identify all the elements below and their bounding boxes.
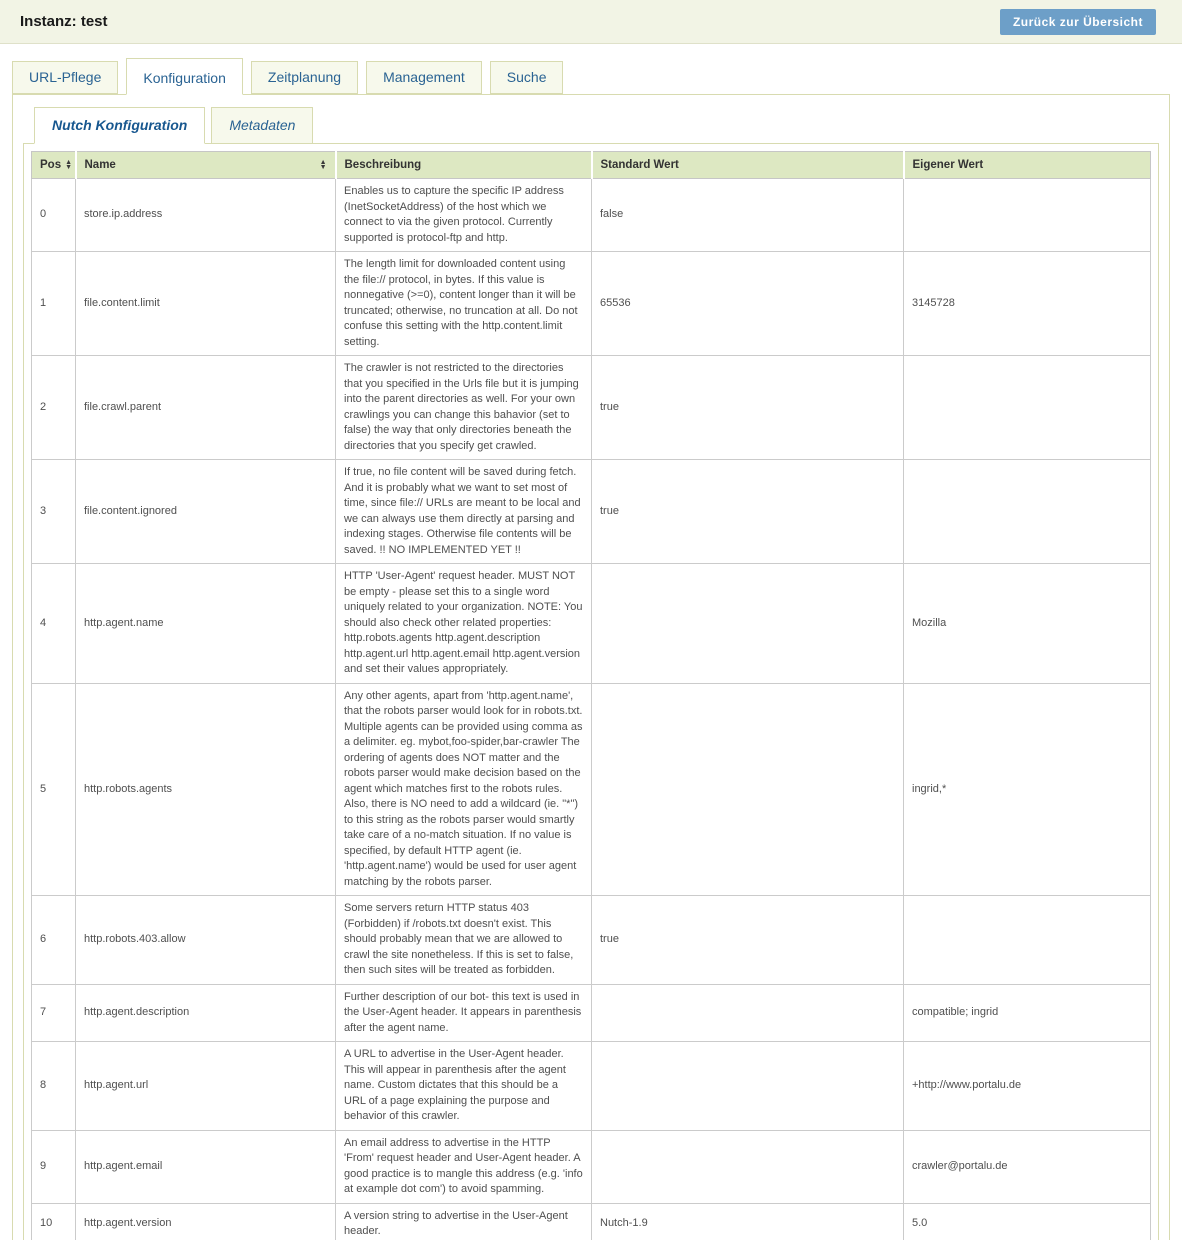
cell-property-name: http.robots.agents — [76, 683, 336, 896]
tab-konfiguration[interactable]: Konfiguration — [126, 58, 243, 95]
cell-pos: 1 — [32, 252, 76, 356]
sort-icon[interactable]: ▲ ▼ — [319, 159, 327, 171]
config-table-row — [32, 1130, 1151, 1203]
cell-description: A URL to advertise in the User-Agent header. This will appear in parenthesis after the agent name. Custom dictates that this should be a URL of a page explaining the purpose and behavior of this crawler. — [336, 1042, 592, 1131]
cell-property-name: http.agent.description — [76, 984, 336, 1042]
cell-pos: 9 — [32, 1130, 76, 1203]
cell-standard-wert: Nutch-1.9 — [592, 1203, 904, 1240]
config-table-body — [32, 179, 1151, 1240]
tab-management[interactable]: Management — [366, 61, 482, 94]
sort-icon[interactable]: ▲ ▼ — [65, 159, 73, 171]
config-table-row — [32, 564, 1151, 684]
config-table-row — [32, 896, 1151, 985]
cell-eigener-wert — [904, 179, 1151, 252]
cell-property-name: http.agent.version — [76, 1203, 336, 1240]
cell-pos: 8 — [32, 1042, 76, 1131]
main-tab-bar — [12, 58, 1170, 94]
konfiguration-panel — [12, 94, 1170, 1240]
cell-description: A version string to advertise in the User-Agent header. — [336, 1203, 592, 1240]
back-to-overview-button[interactable]: Zurück zur Übersicht — [1000, 9, 1156, 35]
cell-eigener-wert: compatible; ingrid — [904, 984, 1151, 1042]
cell-property-name: http.agent.email — [76, 1130, 336, 1203]
subtab-metadaten[interactable]: Metadaten — [211, 107, 313, 144]
cell-property-name: file.content.ignored — [76, 460, 336, 564]
cell-eigener-wert — [904, 460, 1151, 564]
cell-pos: 10 — [32, 1203, 76, 1240]
tab-url-pflege[interactable]: URL-Pflege — [12, 61, 118, 94]
cell-pos: 2 — [32, 356, 76, 460]
config-subtab-bar — [34, 107, 1159, 144]
cell-pos: 0 — [32, 179, 76, 252]
cell-pos: 4 — [32, 564, 76, 684]
tab-zeitplanung[interactable]: Zeitplanung — [251, 61, 358, 94]
cell-property-name: file.content.limit — [76, 252, 336, 356]
cell-description: Any other agents, apart from 'http.agent.name', that the robots parser would look for in robots.txt. Multiple agents can be provided using comma as a delimiter. eg. mybot,foo-spider,bar-crawler The ordering of agents does NOT matter and the robots parser would make decision based on the agent which matches first to the robots rules. Also, there is NO need to add a wildcard (ie. "*") to this string as the robots parser would smartly take care of a no-match situation. If no value is specified, by default HTTP agent (ie. 'http.agent.name') would be used for user agent matching by the robots parser. — [336, 683, 592, 896]
nutch-konfiguration-panel — [23, 143, 1159, 1240]
config-table-row — [32, 179, 1151, 252]
cell-property-name: store.ip.address — [76, 179, 336, 252]
cell-property-name: file.crawl.parent — [76, 356, 336, 460]
cell-standard-wert — [592, 683, 904, 896]
config-table-row — [32, 683, 1151, 896]
column-header-eigener-wert — [904, 152, 1151, 179]
cell-pos: 7 — [32, 984, 76, 1042]
column-header-standard-wert-label: Standard Wert — [600, 159, 679, 171]
subtab-nutch-konfiguration[interactable]: Nutch Konfiguration — [34, 107, 205, 144]
cell-description: Some servers return HTTP status 403 (Forbidden) if /robots.txt doesn't exist. This should probably mean that we are allowed to crawl the site nonetheless. If this is set to false, then such sites will be treated as forbidden. — [336, 896, 592, 985]
column-header-beschreibung — [336, 152, 592, 179]
page-header — [0, 0, 1182, 44]
cell-property-name: http.agent.url — [76, 1042, 336, 1131]
cell-pos: 3 — [32, 460, 76, 564]
cell-eigener-wert — [904, 356, 1151, 460]
cell-description: Enables us to capture the specific IP address (InetSocketAddress) of the host which we connect to via the given protocol. Currently supported is protocol-ftp and http. — [336, 179, 592, 252]
cell-pos: 6 — [32, 896, 76, 985]
config-table-row — [32, 460, 1151, 564]
cell-standard-wert — [592, 1130, 904, 1203]
cell-description: Further description of our bot- this text is used in the User-Agent header. It appears in parenthesis after the agent name. — [336, 984, 592, 1042]
column-header-standard-wert — [592, 152, 904, 179]
cell-standard-wert: true — [592, 896, 904, 985]
cell-description: The length limit for downloaded content using the file:// protocol, in bytes. If this value is nonnegative (>=0), content longer than it will be truncated; otherwise, no truncation at all. Do not confuse this setting with the http.content.limit setting. — [336, 252, 592, 356]
cell-property-name: http.agent.name — [76, 564, 336, 684]
column-header-name-label: Name — [84, 159, 116, 171]
config-table-row — [32, 1203, 1151, 1240]
cell-eigener-wert: ingrid,* — [904, 683, 1151, 896]
cell-standard-wert — [592, 984, 904, 1042]
cell-eigener-wert: 5.0 — [904, 1203, 1151, 1240]
cell-pos: 5 — [32, 683, 76, 896]
column-header-name[interactable] — [76, 152, 336, 179]
tab-suche[interactable]: Suche — [490, 61, 564, 94]
cell-standard-wert: true — [592, 460, 904, 564]
cell-eigener-wert — [904, 896, 1151, 985]
column-header-beschreibung-label: Beschreibung — [344, 159, 422, 171]
cell-eigener-wert: crawler@portalu.de — [904, 1130, 1151, 1203]
cell-description: HTTP 'User-Agent' request header. MUST NOT be empty - please set this to a single word uniquely related to your organization. NOTE: You should also check other related properties: http.robots.agents http.agent.description http.agent.url http.agent.email http.agent.version and set their values appropriately. — [336, 564, 592, 684]
cell-description: If true, no file content will be saved during fetch. And it is probably what we want to set most of time, since file:// URLs are meant to be local and we can always use them directly at parsing and indexing stages. Otherwise file contents will be saved. !! NO IMPLEMENTED YET !! — [336, 460, 592, 564]
config-table-row — [32, 356, 1151, 460]
config-table-row — [32, 252, 1151, 356]
cell-standard-wert — [592, 1042, 904, 1131]
cell-eigener-wert: +http://www.portalu.de — [904, 1042, 1151, 1131]
cell-standard-wert — [592, 564, 904, 684]
cell-description: The crawler is not restricted to the directories that you specified in the Urls file but it is jumping into the parent directories as well. For your own crawlings you can change this bahavior (set to false) the way that only directories beneath the directories that you specify get crawled. — [336, 356, 592, 460]
column-header-pos-label: Pos — [40, 159, 62, 171]
config-table-row — [32, 984, 1151, 1042]
cell-standard-wert: false — [592, 179, 904, 252]
instance-title: Instanz: test — [20, 13, 108, 30]
cell-standard-wert: true — [592, 356, 904, 460]
cell-eigener-wert: Mozilla — [904, 564, 1151, 684]
column-header-pos[interactable] — [32, 152, 76, 179]
cell-description: An email address to advertise in the HTTP 'From' request header and User-Agent header. A good practice is to mangle this address (e.g. 'info at example dot com') to avoid spamming. — [336, 1130, 592, 1203]
config-table-row — [32, 1042, 1151, 1131]
column-header-eigener-wert-label: Eigener Wert — [912, 159, 984, 171]
cell-eigener-wert: 3145728 — [904, 252, 1151, 356]
nutch-config-table — [31, 151, 1151, 1240]
table-header-row — [32, 152, 1151, 179]
cell-property-name: http.robots.403.allow — [76, 896, 336, 985]
cell-standard-wert: 65536 — [592, 252, 904, 356]
